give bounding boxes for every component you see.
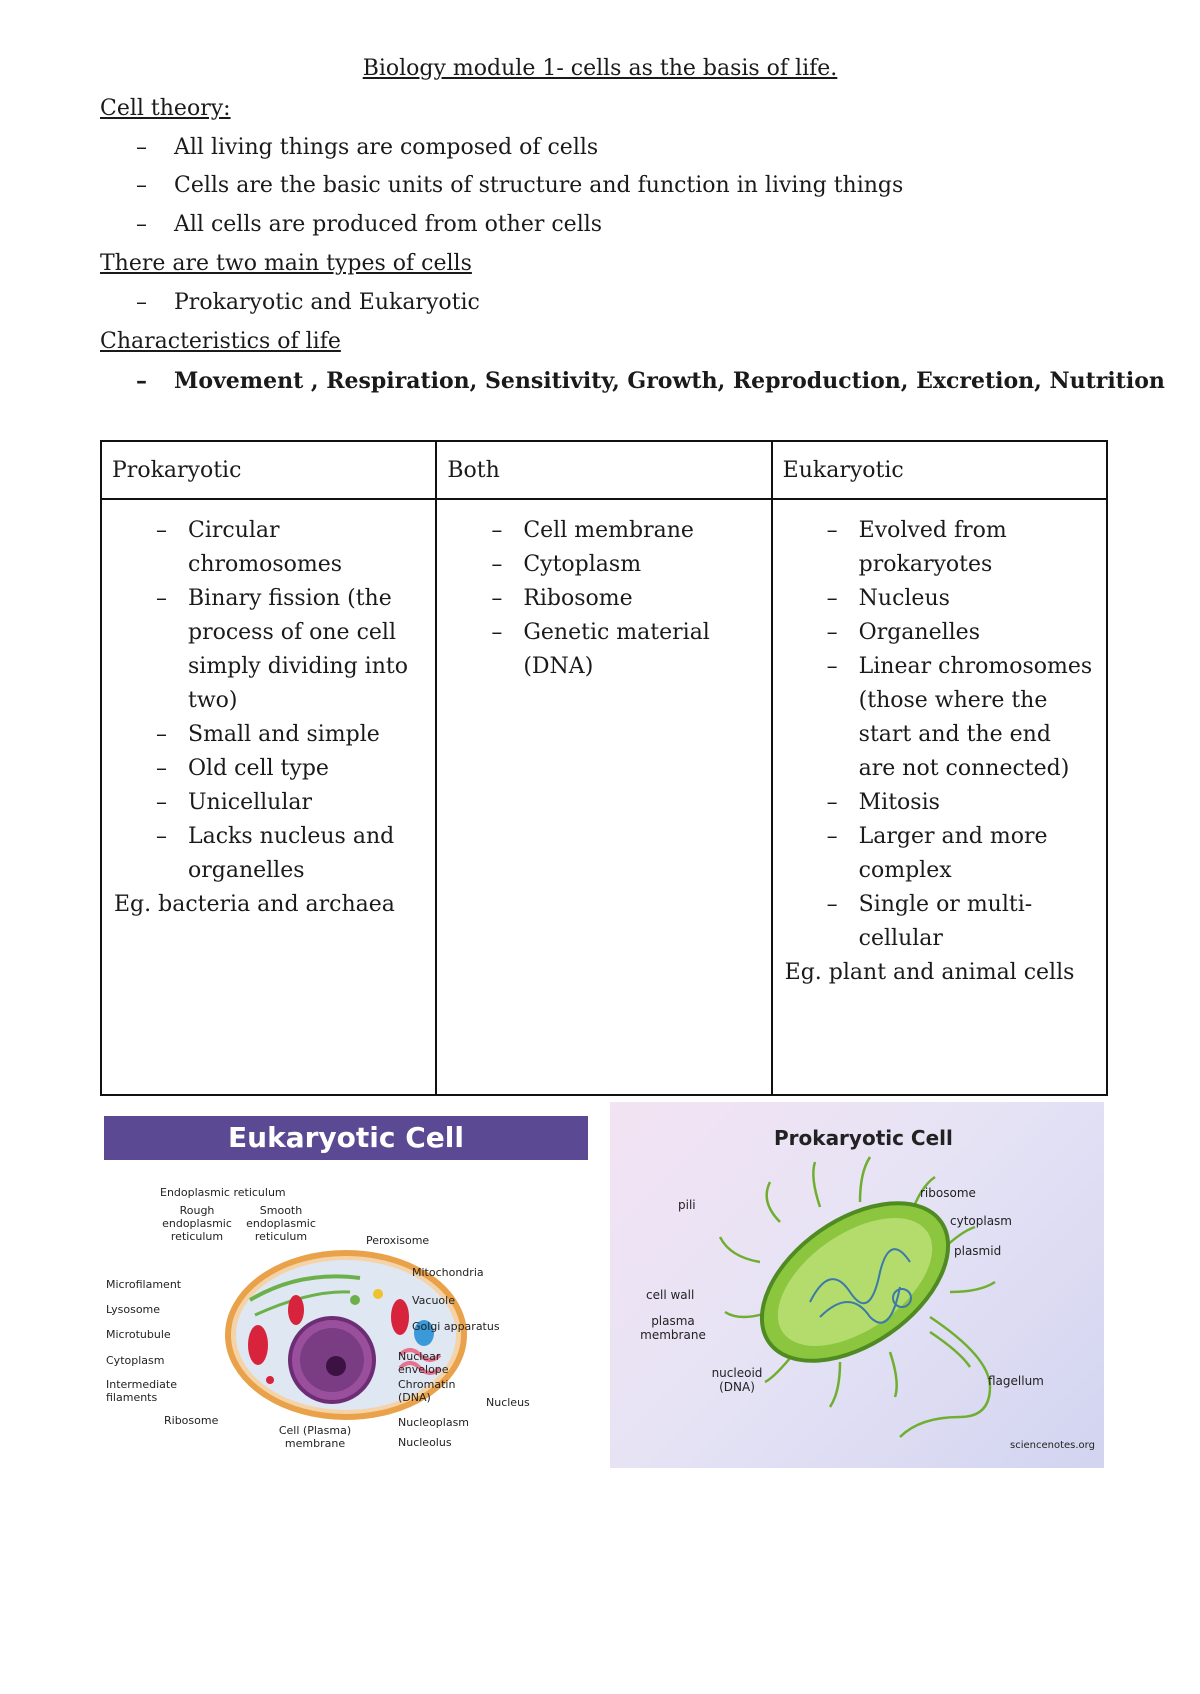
list-item: – Linear chromosomes (those where the start and the end are not connected): [859, 650, 1094, 786]
document-title: Biology module 1- cells as the basis of life.: [362, 56, 838, 81]
label-pili: pili: [678, 1198, 696, 1212]
list-item: – Cell membrane: [523, 514, 758, 548]
header-eukaryotic: Eukaryotic: [772, 441, 1107, 499]
list-item: – Unicellular: [188, 786, 423, 820]
characteristics-heading: Characteristics of life: [100, 329, 341, 354]
eukaryotic-example: Eg. plant and animal cells: [784, 960, 1075, 985]
label-cytoplasm: cytoplasm: [950, 1214, 1012, 1228]
label-ribosome: Ribosome: [164, 1414, 219, 1427]
cell-types-heading: There are two main types of cells: [100, 251, 472, 276]
eukaryotic-cell-diagram: [100, 1110, 590, 1468]
list-item: – Single or multi-cellular: [859, 888, 1094, 956]
cell-types-item: – Prokaryotic and Eukaryotic: [136, 290, 480, 315]
cell-theory-item: – Cells are the basic units of structure and function in living things: [136, 173, 904, 198]
label-ribosome: ribosome: [920, 1186, 976, 1200]
label-mitochondria: Mitochondria: [412, 1266, 484, 1279]
label-golgi: Golgi apparatus: [412, 1320, 500, 1333]
header-prokaryotic: Prokaryotic: [101, 441, 436, 499]
eukaryotic-cell: [772, 499, 1107, 1095]
label-microtubule: Microtubule: [106, 1328, 171, 1341]
list-item: – Organelles: [859, 616, 1094, 650]
label-nucleoid: nucleoid (DNA): [711, 1366, 763, 1394]
list-item: – Mitosis: [859, 786, 1094, 820]
table-header-row: [101, 441, 1107, 499]
label-plasma-membrane: Cell (Plasma) membrane: [278, 1424, 352, 1450]
label-vacuole: Vacuole: [412, 1294, 455, 1307]
cell-theory-heading: Cell theory:: [100, 96, 231, 121]
prokaryotic-cell-illustration: [610, 1102, 1104, 1468]
list-item: – Ribosome: [523, 582, 758, 616]
list-item: – Small and simple: [188, 718, 423, 752]
both-cell: [436, 499, 771, 1095]
list-item: – Nucleus: [859, 582, 1094, 616]
cell-theory-item: – All cells are produced from other cells: [136, 212, 603, 237]
label-rough-er: Rough endoplasmic reticulum: [162, 1204, 232, 1243]
table-body-row: [101, 499, 1107, 1095]
list-item: – Evolved from prokaryotes: [859, 514, 1094, 582]
label-nucleoplasm: Nucleoplasm: [398, 1416, 470, 1429]
comparison-table: [100, 440, 1108, 1096]
prokaryotic-cell-diagram: [610, 1102, 1104, 1468]
label-plasma-membrane: plasma membrane: [640, 1314, 706, 1342]
prokaryotic-diagram-title: Prokaryotic Cell: [774, 1126, 953, 1150]
label-microfilament: Microfilament: [106, 1278, 182, 1291]
image-credit: sciencenotes.org: [1010, 1440, 1095, 1451]
list-item: – Genetic material (DNA): [523, 616, 758, 684]
characteristics-item: – Movement , Respiration, Sensitivity, Growth, Reproduction, Excretion, Nutrition: [136, 368, 1165, 394]
list-item: – Binary fission (the process of one cell simply dividing into two): [188, 582, 423, 718]
prokaryotic-example: Eg. bacteria and archaea: [114, 892, 395, 917]
header-both: Both: [436, 441, 771, 499]
label-nucleus: Nucleus: [486, 1396, 530, 1409]
label-chromatin: Chromatin (DNA): [398, 1378, 456, 1404]
label-smooth-er: Smooth endoplasmic reticulum: [246, 1204, 316, 1243]
label-nuclear-envelope: Nuclear envelope: [398, 1350, 449, 1376]
label-lysosome: Lysosome: [106, 1303, 161, 1316]
label-plasmid: plasmid: [954, 1244, 1002, 1258]
list-item: – Circular chromosomes: [188, 514, 423, 582]
prokaryotic-cell: [101, 499, 436, 1095]
label-flagellum: flagellum: [988, 1374, 1044, 1388]
list-item: – Lacks nucleus and organelles: [188, 820, 423, 888]
label-cytoplasm: Cytoplasm: [106, 1354, 165, 1367]
list-item: – Cytoplasm: [523, 548, 758, 582]
label-peroxisome: Peroxisome: [366, 1234, 430, 1247]
list-item: – Larger and more complex: [859, 820, 1094, 888]
label-nucleolus: Nucleolus: [398, 1436, 452, 1449]
label-intermediate-filaments: Intermediate filaments: [106, 1378, 177, 1404]
label-er: Endoplasmic reticulum: [160, 1186, 286, 1199]
eukaryotic-diagram-title: Eukaryotic Cell: [104, 1116, 588, 1160]
cell-theory-item: – All living things are composed of cells: [136, 135, 599, 160]
list-item: – Old cell type: [188, 752, 423, 786]
label-cell-wall: cell wall: [646, 1288, 695, 1302]
